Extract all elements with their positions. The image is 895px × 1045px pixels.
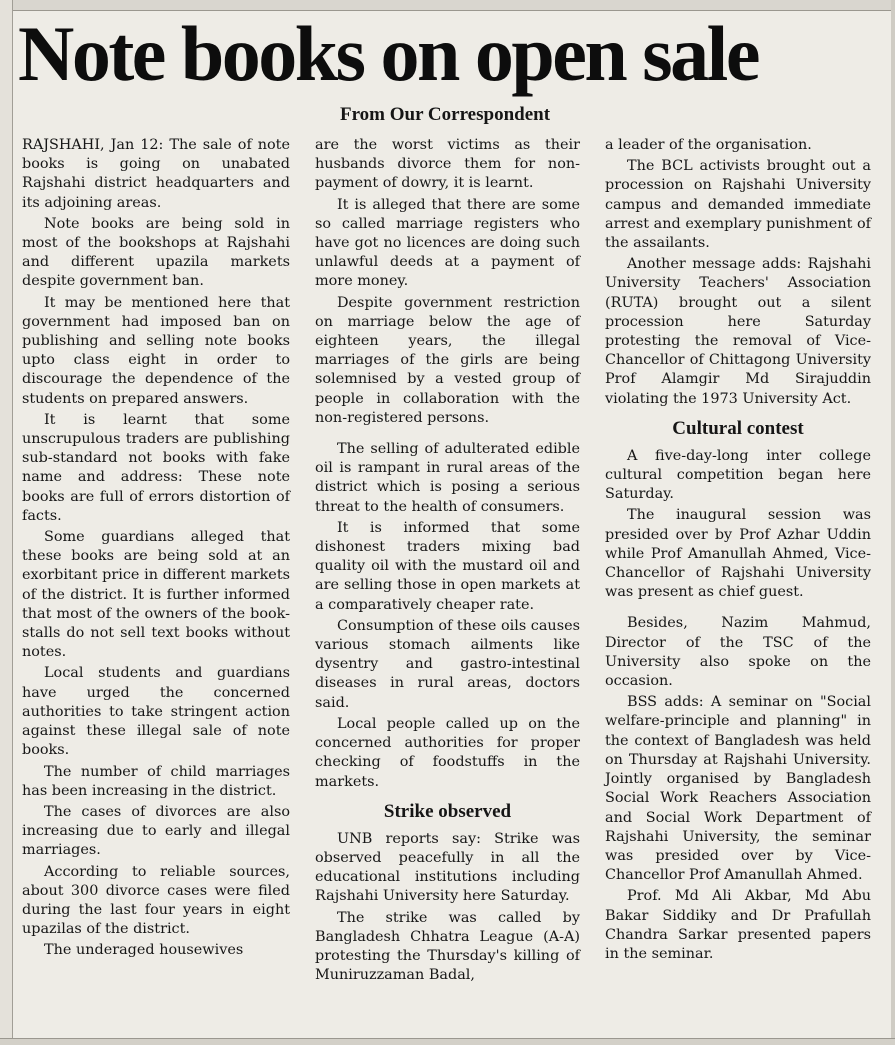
paragraph: According to reliable sources, about 300 divorce cases were filed during the last four years in eight upazilas of the district.	[22, 863, 290, 938]
column-2	[315, 136, 580, 987]
paragraph: It is learnt that some unscrupulous traders are publishing sub-standard not books with fake name and address: These note books are full of errors distortion of facts.	[22, 411, 290, 524]
subheading-cultural-contest: Cultural contest	[672, 417, 804, 439]
paragraph: It is informed that some dishonest traders mixing bad quality oil with the mustard oil and are selling those in open markets at a comparatively cheaper rate.	[315, 519, 580, 613]
paragraph: Local people called up on the concerned authorities for proper checking of foodstuffs in the markets.	[315, 715, 580, 790]
paragraph: Despite government restriction on marriage below the age of eighteen years, the illegal marriages of the girls are being solemnised by a vested group of people in collaboration with the non-registered persons.	[315, 294, 580, 426]
subheading-strike-observed: Strike observed	[383, 800, 512, 822]
column-1	[22, 136, 290, 963]
paragraph: The inaugural session was presided over by Prof Azhar Uddin while Prof Amanullah Ahmed, Vice-Chancellor of Rajshahi University was present as chief guest.	[605, 507, 871, 601]
paragraph: A five-day-long inter college cultural competition began here Saturday.	[605, 447, 871, 503]
paragraph: Prof. Md Ali Akbar, Md Abu Bakar Siddiky and Dr Prafullah Chandra Sarkar presented papers in the seminar.	[605, 888, 871, 962]
paragraph: Note books are being sold in most of the bookshops at Rajshahi and different upazila markets despite government ban.	[22, 215, 290, 290]
paragraph: It is alleged that there are some so called marriage registers who have got no licences are doing such unlawful deeds at a payment of more money.	[315, 196, 580, 290]
bottom-border	[0, 1038, 895, 1045]
paragraph: The number of child marriages has been increasing in the district.	[22, 763, 290, 799]
section-gap	[605, 604, 871, 614]
column-3	[605, 136, 871, 966]
byline: From Our Correspondent	[339, 104, 551, 125]
right-border	[891, 0, 895, 1045]
paragraph: The cases of divorces are also increasing due to early and illegal marriages.	[22, 803, 290, 859]
paragraph: The strike was called by Bangladesh Chhatra League (A-A) protesting the Thursday's killing of Muniruzzaman Badal,	[315, 909, 580, 984]
paragraph: Consumption of these oils causes various stomach ailments like dysentry and gastro-intestinal diseases in rural areas, doctors said.	[315, 617, 580, 711]
paragraph: Local students and guardians have urged the concerned authorities to take stringent action against these illegal sale of note books.	[22, 665, 290, 759]
left-border	[0, 0, 13, 1045]
paragraph: UNB reports say: Strike was observed peacefully in all the educational institutions including Rajshahi University here Saturday.	[315, 830, 580, 905]
paragraph: BSS adds: A seminar on "Social welfare-principle and planning" in the context of Bangladesh was held on Thursday at Rajshahi University. Jointly organised by Bangladesh Social Work Reachers Association and Social Work Department of Rajshahi University, the seminar was presided over by Vice-Chancellor Prof Amanullah Ahmed.	[605, 694, 871, 884]
paragraph: RAJSHAHI, Jan 12: The sale of note books is going on unabated Rajshahi district headquarters and its adjoining areas.	[22, 137, 290, 211]
paragraph: are the worst victims as their husbands divorce them for non-payment of dowry, it is learnt.	[315, 137, 580, 192]
paragraph: Some guardians alleged that these books are being sold at an exorbitant price in different markets of the district. It is further informed that most of the owners of the book-stalls do not sell text books without notes.	[22, 529, 290, 661]
paragraph: The underaged housewives	[44, 942, 244, 959]
paragraph: Besides, Nazim Mahmud, Director of the TSC of the University also spoke on the occasion.	[605, 615, 871, 690]
paragraph: It may be mentioned here that government had imposed ban on publishing and selling note books upto class eight in order to discourage the dependence of the students on prepared answers.	[22, 294, 290, 407]
paragraph: The BCL activists brought out a procession on Rajshahi University campus and demanded immediate arrest and exemplary punishment of the assailants.	[605, 158, 871, 252]
paragraph: a leader of the organisation.	[605, 137, 812, 153]
paragraph: Another message adds: Rajshahi University Teachers' Association (RUTA) brought out a silent procession here Saturday protesting the removal of Vice-Chancellor of Chittagong University Prof Alamgir Md Sirajuddin violating the 1973 University Act.	[605, 256, 871, 407]
section-gap	[315, 430, 580, 440]
headline: Note books on open sale	[18, 10, 758, 97]
paragraph: The selling of adulterated edible oil is rampant in rural areas of the district which is posing a serious threat to the health of consumers.	[315, 441, 580, 515]
